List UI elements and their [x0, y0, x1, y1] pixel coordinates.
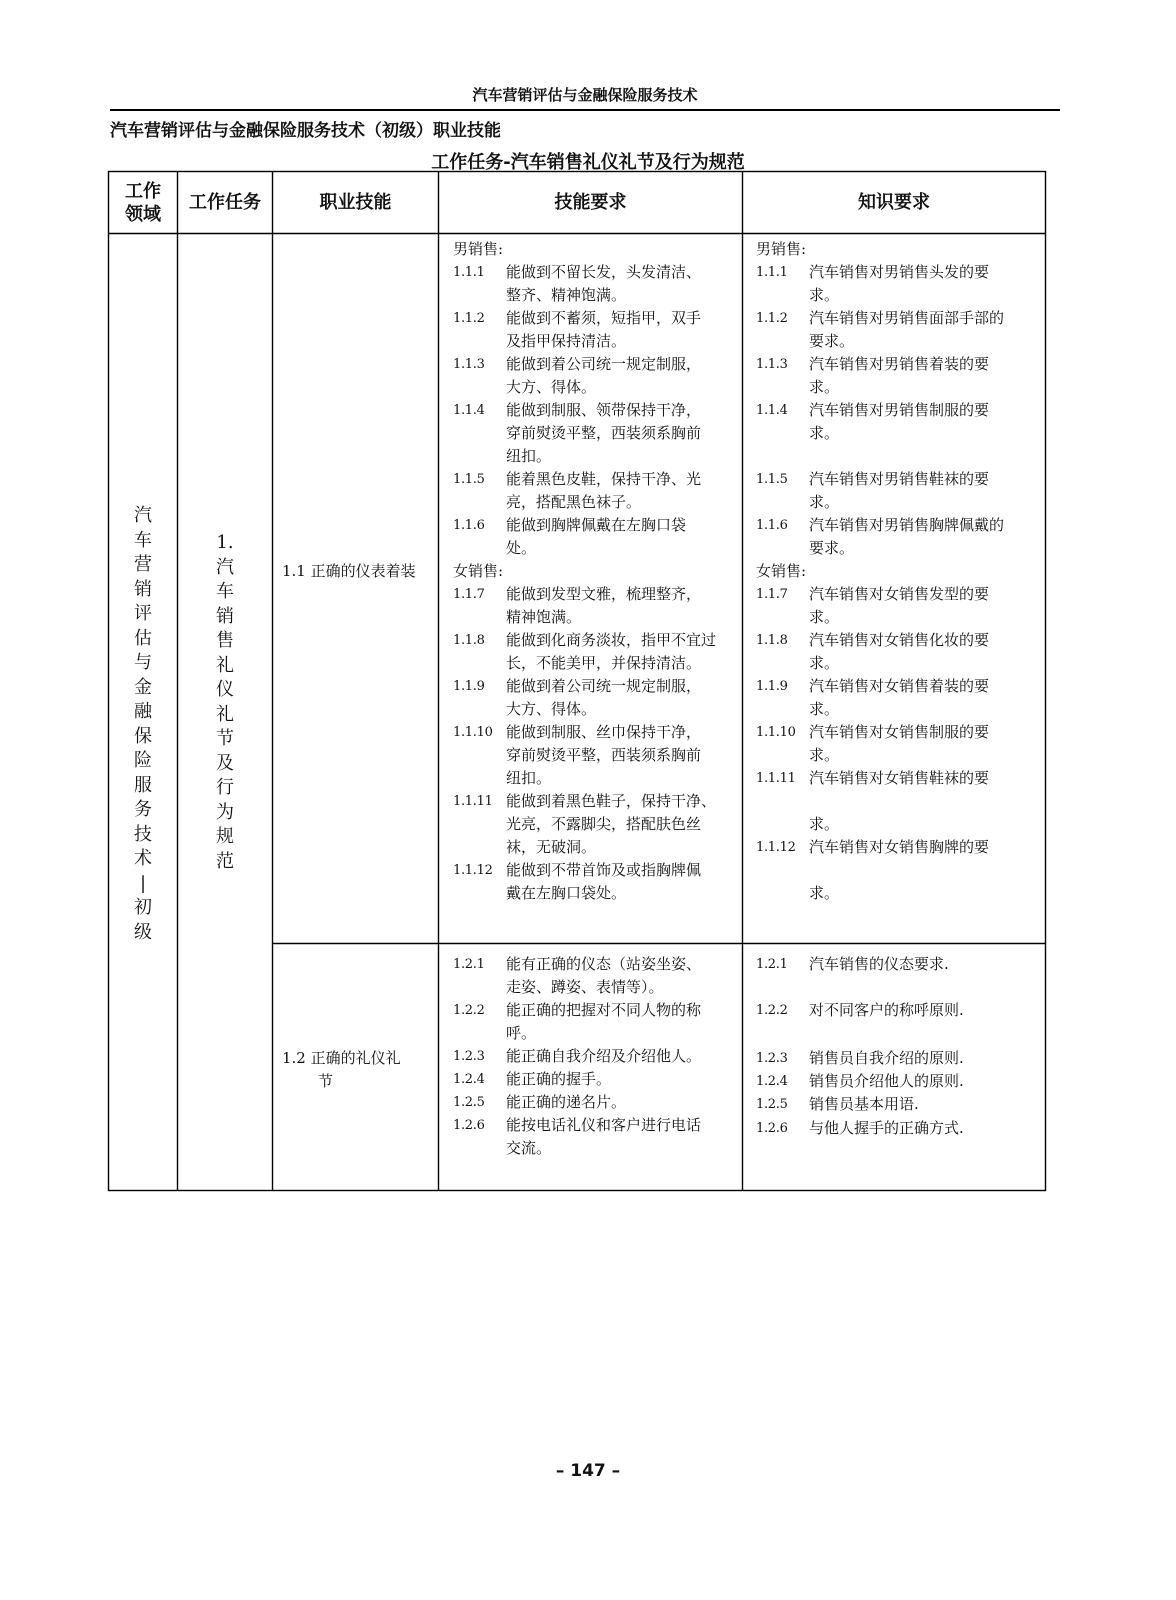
skill-requirement-line: 亮，搭配黑色袜子。	[506, 493, 642, 511]
skill-requirement-line: 处。	[506, 539, 537, 557]
knowledge-requirement-line: 汽车销售对女销售胸牌的要	[809, 838, 990, 856]
skill-requirement-2-line: 走姿、蹲姿、表情等）。	[506, 978, 664, 996]
knowledge-requirement-line: 汽车销售对男销售着装的要	[809, 355, 990, 373]
knowledge-requirement-2-line: 汽车销售的仪态要求.	[809, 955, 949, 973]
header-skill-requirement: 技能要求	[554, 192, 627, 213]
knowledge-requirement-line: 求。	[809, 378, 840, 396]
skill-requirement-line: 能做到着公司统一规定制服，	[506, 355, 702, 373]
knowledge-requirement-2-line: 对不同客户的称呼原则.	[809, 1001, 964, 1019]
knowledge-requirement-line: 求。	[809, 700, 840, 718]
task-number: 1.	[216, 532, 234, 553]
knowledge-requirement-number: 1.1.6	[756, 518, 788, 533]
header-work-task: 工作任务	[189, 192, 261, 213]
work-task-char: 礼	[216, 654, 234, 676]
skill-requirement-2-line: 能正确自我介绍及介绍他人。	[506, 1047, 702, 1065]
work-task-char: 为	[216, 801, 234, 823]
work-domain-char: 营	[134, 554, 152, 575]
skill-requirement-2-line: 能有正确的仪态（站姿坐姿、	[506, 955, 702, 973]
knowledge-requirement-line: 汽车销售对男销售制服的要	[809, 401, 990, 419]
skill-requirement-number: 1.1.2	[453, 311, 485, 326]
knowledge-requirement-line: 求。	[809, 815, 840, 833]
work-domain-char: |	[139, 872, 147, 894]
knowledge-requirement-line: 汽车销售对女销售着装的要	[809, 677, 990, 695]
knowledge-requirement-line: 汽车销售对女销售制服的要	[809, 723, 990, 741]
knowledge-requirement-line: 求。	[809, 654, 840, 672]
knowledge-requirement-line: 要求。	[809, 539, 855, 557]
skill-requirement-line: 能做到发型文雅，梳理整齐，	[506, 585, 702, 603]
knowledge-requirement-line: 要求。	[809, 332, 855, 350]
header-work-domain: 工作 领域	[125, 180, 161, 225]
knowledge-requirement-2-number: 1.2.6	[756, 1121, 788, 1136]
work-domain-char: 评	[134, 603, 152, 624]
skill-1-label: 1.1 正确的仪表着装	[282, 562, 416, 580]
skill-requirement-2-line: 能正确的握手。	[506, 1070, 612, 1088]
work-task-char: 车	[216, 581, 234, 602]
knowledge-requirement-2-line: 销售员自我介绍的原则.	[809, 1049, 964, 1067]
header-knowledge-requirement: 知识要求	[858, 192, 930, 213]
skill-requirement-number: 1.1.6	[453, 518, 485, 533]
knowledge-requirement-number: 1.1.9	[756, 679, 788, 694]
skill-requirement-line: 穿前熨烫平整，西装须系胸前	[506, 746, 702, 764]
skill-requirement-number: 1.1.4	[453, 403, 485, 418]
skill-requirement-number: 1.1.7	[453, 587, 485, 602]
skill-requirement-line: 大方、得体。	[506, 378, 597, 396]
skill-requirement-number: 1.1.8	[453, 633, 485, 648]
skill-requirement-line: 能做到制服、丝巾保持干净，	[506, 723, 702, 741]
knowledge-requirement-number: 1.1.3	[756, 357, 788, 372]
skill-requirement-line: 大方、得体。	[506, 700, 597, 718]
skill-requirement-line: 能做到不蓄须，短指甲，双手	[506, 309, 702, 327]
skill-requirement-line: 戴在左胸口袋处。	[506, 884, 627, 902]
work-task-char: 节	[216, 728, 234, 749]
work-task-char: 范	[216, 850, 234, 872]
work-domain-char: 估	[134, 627, 152, 649]
skill-requirement-number: 1.1.9	[453, 679, 485, 694]
skill-requirement-line: 能着黑色皮鞋，保持干净、光	[506, 470, 702, 488]
skill-requirement-line: 能做到着公司统一规定制服，	[506, 677, 702, 695]
skill-requirement-2-line: 能按电话礼仪和客户进行电话	[506, 1116, 702, 1134]
skill-requirement-line: 纽扣。	[506, 447, 552, 465]
skill-2-label-line2: 节	[318, 1072, 334, 1090]
work-task-cell	[178, 531, 272, 874]
skill-requirement-line: 纽扣。	[506, 769, 552, 787]
knowledge-requirement-line: 求。	[809, 493, 840, 511]
skill-requirement-number: 1.1.3	[453, 357, 485, 372]
header-skill: 职业技能	[319, 192, 392, 213]
knowledge-requirement-line: 汽车销售对女销售发型的要	[809, 585, 990, 603]
skill-requirement-2-number: 1.2.2	[453, 1003, 485, 1018]
skill-requirement-2-number: 1.2.5	[453, 1095, 485, 1110]
skill-requirement-2-number: 1.2.1	[453, 957, 485, 972]
knowledge-requirement-2-line: 销售员介绍他人的原则.	[809, 1072, 964, 1090]
skill-requirement-2-number: 1.2.6	[453, 1118, 485, 1133]
skill-requirement-line: 及指甲保持清洁。	[506, 332, 627, 350]
work-task-char: 仪	[216, 679, 234, 700]
work-domain-char: 级	[134, 921, 152, 943]
knowledge-requirement-line: 求。	[809, 424, 840, 442]
skill-2-label-line1: 1.2 正确的礼仪礼	[282, 1049, 401, 1067]
skill-requirement-line: 能做到不带首饰及或指胸牌佩	[506, 861, 702, 879]
work-domain-char: 车	[134, 529, 152, 551]
knowledge-requirement-number: 1.1.5	[756, 472, 788, 487]
work-domain-char: 险	[134, 750, 152, 771]
work-domain-char: 服	[134, 774, 152, 796]
knowledge-requirement-number: 1.1.2	[756, 311, 788, 326]
work-task-char: 及	[216, 752, 234, 774]
knowledge-requirement-number: 1.1.11	[756, 771, 796, 786]
knowledge-requirement-number: 1.1.1	[756, 265, 788, 280]
work-domain-char: 汽	[134, 505, 152, 526]
work-task-char: 销	[216, 605, 234, 627]
work-domain-char: 保	[134, 725, 152, 747]
work-domain-char: 术	[134, 848, 152, 869]
skill-requirement-2-line: 呼。	[506, 1024, 537, 1042]
knowledge-requirement-2-line: 销售员基本用语.	[809, 1095, 919, 1113]
knowledge-requirement-2-number: 1.2.4	[756, 1074, 788, 1089]
work-domain-char: 与	[134, 652, 152, 673]
skill-requirement-2-line: 交流。	[506, 1139, 552, 1157]
knowledge-requirement-line: 汽车销售对男销售头发的要	[809, 263, 990, 281]
skill-requirement-number: 1.1.11	[453, 794, 493, 809]
work-domain-char: 销	[134, 578, 152, 600]
knowledge-requirement-line: 男销售:	[756, 240, 807, 258]
work-domain-char: 融	[134, 701, 152, 722]
skill-requirement-2-line: 能正确的把握对不同人物的称	[506, 1001, 702, 1019]
work-domain-char: 务	[134, 799, 152, 820]
knowledge-requirement-number: 1.1.8	[756, 633, 788, 648]
skill-requirement-line: 精神饱满。	[506, 608, 582, 626]
skill-requirement-line: 女销售:	[453, 562, 504, 580]
knowledge-requirement-line: 求。	[809, 884, 840, 902]
skill-requirement-line: 能做到着黑色鞋子，保持干净、	[506, 792, 717, 810]
skill-requirement-number: 1.1.10	[453, 725, 493, 740]
knowledge-requirement-2-line: 与他人握手的正确方式.	[809, 1119, 964, 1137]
skill-requirement-line: 能做到制服、领带保持干净，	[506, 401, 702, 419]
knowledge-requirement-line: 汽车销售对男销售面部手部的	[809, 309, 1005, 327]
knowledge-requirement-line: 汽车销售对女销售化妆的要	[809, 631, 990, 649]
work-task-char: 汽	[216, 556, 234, 578]
knowledge-requirement-number: 1.1.12	[756, 840, 796, 855]
work-domain-cell	[109, 504, 177, 945]
knowledge-requirement-line: 汽车销售对男销售鞋袜的要	[809, 470, 990, 488]
running-header: 汽车营销评估与金融保险服务技术	[472, 86, 698, 104]
knowledge-requirement-2-number: 1.2.2	[756, 1003, 788, 1018]
skill-requirement-2-line: 能正确的递名片。	[506, 1093, 627, 1111]
work-domain-char: 初	[134, 897, 152, 918]
doc-title: 汽车营销评估与金融保险服务技术（初级）职业技能	[110, 121, 501, 141]
skill-requirement-line: 男销售:	[453, 240, 504, 258]
work-domain-char: 技	[134, 823, 152, 845]
work-task-char: 规	[216, 826, 234, 847]
page-number: – 147 –	[555, 1461, 621, 1481]
knowledge-requirement-2-number: 1.2.5	[756, 1097, 788, 1112]
knowledge-requirement-2-number: 1.2.1	[756, 957, 788, 972]
skill-requirement-line: 能做到不留长发，头发清洁、	[506, 263, 702, 281]
skill-requirement-line: 整齐、精神饱满。	[506, 286, 627, 304]
knowledge-requirement-line: 汽车销售对女销售鞋袜的要	[809, 769, 990, 787]
knowledge-requirement-number: 1.1.10	[756, 725, 796, 740]
knowledge-requirement-2-number: 1.2.3	[756, 1051, 788, 1066]
knowledge-requirement-line: 求。	[809, 746, 840, 764]
skill-requirement-2-number: 1.2.4	[453, 1072, 485, 1087]
work-domain-char: 金	[134, 676, 152, 698]
skill-requirement-line: 穿前熨烫平整，西装须系胸前	[506, 424, 702, 442]
work-task-char: 礼	[216, 703, 234, 725]
knowledge-requirement-line: 求。	[809, 608, 840, 626]
work-task-char: 售	[216, 630, 234, 651]
skill-requirement-line: 长，不能美甲，并保持清洁。	[506, 654, 702, 672]
knowledge-requirement-line: 汽车销售对男销售胸牌佩戴的	[809, 516, 1005, 534]
knowledge-requirement-number: 1.1.7	[756, 587, 788, 602]
table-caption: 工作任务-汽车销售礼仪礼节及行为规范	[431, 152, 745, 173]
skill-requirement-line: 能做到胸牌佩戴在左胸口袋	[506, 516, 687, 534]
skill-requirement-number: 1.1.12	[453, 863, 493, 878]
skill-requirement-number: 1.1.1	[453, 265, 485, 280]
skill-requirement-line: 袜，无破洞。	[506, 838, 597, 856]
knowledge-requirement-number: 1.1.4	[756, 403, 788, 418]
skill-requirement-line: 能做到化商务淡妆，指甲不宜过	[506, 631, 717, 649]
skill-requirement-number: 1.1.5	[453, 472, 485, 487]
knowledge-requirement-line: 女销售:	[756, 562, 807, 580]
knowledge-requirement-line: 求。	[809, 286, 840, 304]
work-task-char: 行	[216, 777, 234, 798]
skill-requirement-line: 光亮，不露脚尖，搭配肤色丝	[506, 815, 702, 833]
skill-requirement-2-number: 1.2.3	[453, 1049, 485, 1064]
